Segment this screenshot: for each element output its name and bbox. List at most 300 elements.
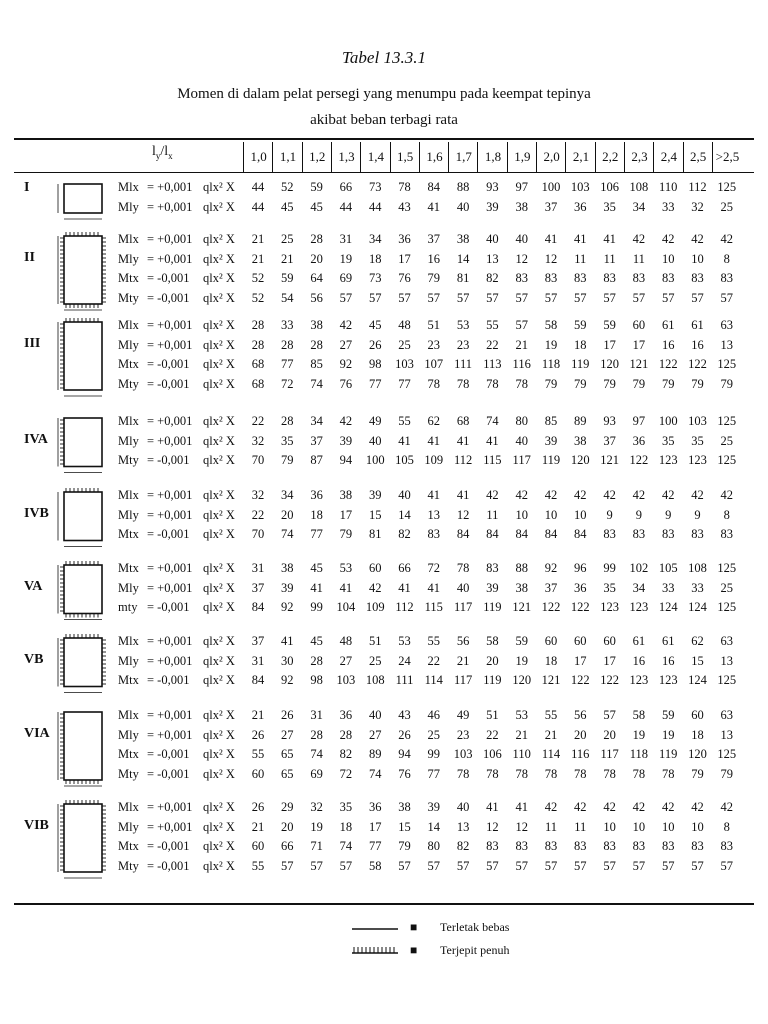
- moment-value: 83: [574, 839, 587, 853]
- moment-coefficient: = +0,001: [147, 819, 193, 834]
- moment-value: 119: [659, 747, 678, 761]
- moment-value: 44: [251, 180, 265, 194]
- moment-value: 42: [632, 800, 646, 814]
- moment-value: 79: [603, 376, 616, 391]
- moment-value: 123: [658, 673, 678, 687]
- moment-value: 28: [339, 727, 353, 742]
- moment-value: 125: [717, 561, 737, 575]
- moment-value: 22: [251, 507, 265, 522]
- legend-free-label: Terletak bebas: [440, 920, 510, 934]
- table-row: [0, 634, 768, 654]
- table-row: [0, 800, 768, 820]
- moment-name: Mly: [118, 653, 139, 668]
- moment-value: 39: [427, 800, 441, 814]
- moment-value: 59: [574, 318, 587, 332]
- table-row: [0, 338, 768, 358]
- table-row: [0, 859, 768, 879]
- moment-value: 57: [368, 290, 382, 305]
- moment-value: 82: [486, 271, 499, 285]
- moment-value: 49: [368, 414, 382, 428]
- moment-value: 92: [544, 561, 558, 575]
- moment-coefficient: = -0,001: [147, 357, 190, 371]
- moment-value: 33: [281, 318, 294, 332]
- moment-value: 17: [339, 507, 353, 522]
- moment-value: 56: [456, 634, 470, 648]
- moment-value: 56: [310, 290, 323, 305]
- moment-value: 28: [310, 337, 323, 352]
- moment-value: 38: [310, 318, 323, 332]
- moment-value: 88: [515, 561, 528, 575]
- moment-value: 21: [251, 708, 265, 722]
- moment-value: 56: [574, 708, 587, 722]
- moment-factor: qlx² X: [203, 251, 235, 266]
- moment-value: 89: [574, 414, 587, 428]
- moment-value: 37: [544, 199, 558, 214]
- moment-value: 78: [574, 766, 587, 781]
- moment-value: 22: [486, 337, 499, 352]
- group-label: IVA: [24, 432, 48, 447]
- moment-value: 58: [368, 858, 382, 873]
- moment-coefficient: = -0,001: [147, 747, 190, 761]
- moment-value: 123: [658, 453, 678, 467]
- moment-value: 32: [251, 488, 265, 502]
- moment-value: 19: [515, 653, 528, 668]
- ratio-header-cell: 2,4: [653, 142, 683, 172]
- moment-value: 39: [339, 433, 353, 448]
- moment-value: 36: [632, 433, 646, 448]
- moment-value: 125: [717, 747, 737, 761]
- moment-name: Mty: [118, 290, 139, 305]
- table-row: [0, 708, 768, 728]
- moment-value: 39: [486, 199, 499, 214]
- table-row: [0, 508, 768, 528]
- moment-value: 125: [717, 180, 737, 194]
- moment-value: 55: [251, 747, 265, 761]
- table-row: [0, 252, 768, 272]
- moment-value: 78: [515, 376, 528, 391]
- moment-name: Mlx: [118, 180, 139, 194]
- moment-value: 79: [691, 766, 704, 781]
- moment-value: 12: [515, 251, 528, 266]
- moment-value: 13: [456, 819, 470, 834]
- moment-value: 84: [544, 527, 558, 541]
- moment-value: 25: [720, 433, 734, 448]
- moment-value: 37: [310, 433, 323, 448]
- moment-factor: qlx² X: [203, 747, 235, 761]
- moment-name: Mly: [118, 819, 139, 834]
- moment-coefficient: = +0,001: [147, 561, 193, 575]
- moment-value: 8: [723, 819, 730, 834]
- moment-value: 64: [310, 271, 323, 285]
- moment-value: 60: [368, 561, 382, 575]
- moment-value: 40: [368, 708, 382, 722]
- moment-value: 83: [632, 527, 646, 541]
- moment-value: 108: [688, 561, 707, 575]
- moment-value: 19: [310, 819, 323, 834]
- moment-value: 105: [395, 453, 414, 467]
- moment-value: 117: [453, 673, 473, 687]
- moment-value: 51: [486, 708, 499, 722]
- moment-value: 119: [483, 600, 502, 614]
- moment-value: 42: [486, 488, 499, 502]
- moment-value: 16: [661, 337, 675, 352]
- table-row: [0, 820, 768, 840]
- moment-value: 79: [661, 376, 675, 391]
- moment-value: 45: [281, 199, 294, 214]
- bottom-rule: [14, 903, 754, 905]
- moment-factor: qlx² X: [203, 271, 235, 285]
- moment-value: 9: [694, 507, 701, 522]
- moment-value: 57: [339, 858, 353, 873]
- moment-value: 20: [281, 819, 294, 834]
- moment-value: 57: [339, 290, 353, 305]
- moment-value: 55: [486, 318, 499, 332]
- moment-value: 37: [251, 634, 265, 648]
- ratio-header-cell: 2,0: [536, 142, 566, 172]
- moment-value: 39: [544, 433, 558, 448]
- moment-value: 58: [486, 634, 499, 648]
- ratio-header-cell: 1,0: [243, 142, 273, 172]
- moment-value: 103: [570, 180, 590, 194]
- moment-name: Mly: [118, 199, 139, 214]
- moment-value: 51: [368, 634, 382, 648]
- moment-value: 57: [574, 290, 587, 305]
- moment-value: 117: [600, 747, 619, 761]
- moment-value: 103: [453, 747, 473, 761]
- moment-value: 41: [398, 580, 411, 595]
- moment-value: 76: [398, 766, 411, 781]
- moment-value: 35: [603, 199, 616, 214]
- moment-value: 53: [398, 634, 411, 648]
- table-row: [0, 839, 768, 859]
- moment-value: 116: [512, 357, 531, 371]
- moment-coefficient: = +0,001: [147, 199, 193, 214]
- moment-value: 107: [424, 357, 444, 371]
- moment-value: 54: [281, 290, 294, 305]
- moment-value: 74: [310, 376, 323, 391]
- moment-value: 13: [720, 337, 734, 352]
- moment-value: 13: [427, 507, 441, 522]
- moment-name: Mtx: [118, 527, 139, 541]
- moment-value: 40: [515, 232, 528, 246]
- moment-value: 57: [603, 858, 616, 873]
- moment-value: 8: [723, 507, 730, 522]
- moment-factor: qlx² X: [203, 839, 235, 853]
- moment-value: 31: [251, 561, 265, 575]
- moment-value: 79: [398, 839, 411, 853]
- moment-factor: qlx² X: [203, 527, 235, 541]
- moment-name: Mtx: [118, 839, 139, 853]
- moment-value: 74: [486, 414, 499, 428]
- moment-value: 18: [691, 727, 704, 742]
- moment-value: 84: [251, 600, 265, 614]
- moment-value: 14: [398, 507, 411, 522]
- moment-value: 39: [281, 580, 294, 595]
- moment-value: 21: [456, 653, 470, 668]
- moment-value: 44: [368, 199, 382, 214]
- moment-value: 43: [398, 708, 411, 722]
- moment-coefficient: = +0,001: [147, 180, 193, 194]
- moment-name: mty: [118, 600, 138, 614]
- moment-value: 78: [456, 376, 470, 391]
- ratio-header-cell: 2,3: [624, 142, 654, 172]
- moment-value: 11: [486, 507, 499, 522]
- moment-name: Mtx: [118, 747, 139, 761]
- moment-value: 60: [544, 634, 558, 648]
- moment-value: 83: [515, 839, 528, 853]
- moment-value: 100: [658, 414, 678, 428]
- moment-value: 36: [398, 232, 411, 246]
- moment-value: 48: [339, 634, 353, 648]
- moment-value: 37: [544, 580, 558, 595]
- moment-value: 60: [251, 766, 265, 781]
- moment-value: 38: [456, 232, 470, 246]
- ratio-header-cell: 1,6: [419, 142, 449, 172]
- moment-value: 12: [486, 819, 499, 834]
- moment-value: 38: [398, 800, 411, 814]
- moment-value: 85: [544, 414, 558, 428]
- moment-value: 41: [427, 199, 441, 214]
- ratio-header-cell: 2,2: [595, 142, 625, 172]
- moment-value: 55: [427, 634, 441, 648]
- moment-value: 92: [339, 357, 353, 371]
- moment-coefficient: = +0,001: [147, 507, 193, 522]
- ratio-header-cell: 2,1: [565, 142, 595, 172]
- moment-value: 10: [574, 507, 587, 522]
- moment-value: 28: [281, 337, 294, 352]
- moment-value: 35: [281, 433, 294, 448]
- moment-value: 83: [691, 271, 704, 285]
- table-row: [0, 767, 768, 787]
- group-label: III: [24, 336, 41, 351]
- moment-value: 38: [339, 488, 353, 502]
- table-row: [0, 271, 768, 291]
- moment-coefficient: = +0,001: [147, 727, 193, 742]
- moment-value: 57: [632, 858, 646, 873]
- moment-value: 55: [251, 858, 265, 873]
- moment-value: 49: [456, 708, 470, 722]
- moment-value: 77: [281, 357, 294, 371]
- moment-factor: qlx² X: [203, 580, 235, 595]
- moment-value: 41: [486, 433, 499, 448]
- moment-value: 53: [515, 708, 528, 722]
- moment-value: 92: [281, 673, 294, 687]
- moment-value: 83: [427, 527, 441, 541]
- group-label: I: [24, 180, 30, 195]
- moment-value: 78: [603, 766, 616, 781]
- moment-value: 83: [720, 839, 734, 853]
- moment-value: 42: [661, 232, 675, 246]
- moment-value: 79: [574, 376, 587, 391]
- header-rule: [14, 172, 754, 173]
- moment-value: 97: [515, 180, 528, 194]
- moment-value: 60: [603, 634, 616, 648]
- moment-value: 34: [310, 414, 323, 428]
- moment-value: 41: [603, 232, 616, 246]
- moment-value: 25: [720, 199, 734, 214]
- moment-value: 84: [427, 180, 441, 194]
- moment-value: 125: [717, 357, 737, 371]
- moment-value: 25: [368, 653, 382, 668]
- moment-value: 9: [665, 507, 672, 522]
- moment-value: 79: [544, 376, 558, 391]
- moment-value: 83: [691, 527, 704, 541]
- moment-value: 123: [629, 600, 649, 614]
- moment-factor: qlx² X: [203, 858, 235, 873]
- moment-value: 42: [603, 800, 616, 814]
- moment-value: 66: [339, 180, 353, 194]
- table-row: [0, 180, 768, 200]
- moment-value: 66: [398, 561, 411, 575]
- moment-value: 79: [427, 271, 441, 285]
- moment-name: Mtx: [118, 561, 139, 575]
- moment-value: 42: [720, 488, 734, 502]
- moment-value: 103: [688, 414, 707, 428]
- moment-factor: qlx² X: [203, 766, 235, 781]
- moment-value: 10: [603, 819, 616, 834]
- moment-value: 78: [544, 766, 558, 781]
- moment-value: 117: [512, 453, 531, 467]
- moment-value: 41: [544, 232, 558, 246]
- moment-value: 109: [365, 600, 385, 614]
- table-title: Tabel 13.3.1: [342, 48, 426, 67]
- table-row: [0, 673, 768, 693]
- moment-value: 38: [574, 433, 587, 448]
- moment-value: 32: [691, 199, 704, 214]
- moment-value: 45: [310, 199, 323, 214]
- ratio-header-cell: 1,4: [360, 142, 390, 172]
- moment-value: 34: [368, 232, 382, 246]
- moment-value: 120: [600, 357, 619, 371]
- table-row: [0, 527, 768, 547]
- moment-value: 41: [339, 580, 353, 595]
- moment-value: 100: [541, 180, 561, 194]
- table-row: [0, 318, 768, 338]
- moment-value: 115: [424, 600, 443, 614]
- moment-value: 83: [574, 271, 587, 285]
- moment-value: 77: [427, 766, 441, 781]
- moment-value: 103: [395, 357, 414, 371]
- moment-value: 42: [661, 488, 675, 502]
- moment-value: 80: [427, 839, 441, 853]
- legend-mark-free: ■: [410, 920, 418, 934]
- moment-value: 84: [486, 527, 499, 541]
- moment-factor: qlx² X: [203, 507, 235, 522]
- moment-value: 27: [339, 653, 353, 668]
- moment-value: 31: [339, 232, 353, 246]
- moment-value: 16: [691, 337, 704, 352]
- moment-value: 45: [310, 634, 323, 648]
- moment-value: 121: [541, 673, 561, 687]
- moment-coefficient: = +0,001: [147, 653, 193, 668]
- moment-value: 35: [603, 580, 616, 595]
- moment-coefficient: = +0,001: [147, 414, 193, 428]
- moment-coefficient: = -0,001: [147, 839, 190, 853]
- moment-value: 22: [427, 653, 441, 668]
- moment-value: 70: [251, 453, 265, 467]
- moment-value: 41: [398, 433, 411, 448]
- moment-value: 83: [661, 839, 675, 853]
- moment-value: 28: [310, 232, 323, 246]
- moment-factor: qlx² X: [203, 727, 235, 742]
- moment-coefficient: = -0,001: [147, 858, 190, 873]
- moment-value: 36: [574, 199, 587, 214]
- moment-value: 31: [251, 653, 265, 668]
- moment-value: 45: [368, 318, 382, 332]
- ratio-header-cell: 1,7: [448, 142, 478, 172]
- group-label: VIB: [24, 818, 49, 833]
- moment-value: 30: [281, 653, 294, 668]
- moment-value: 32: [310, 800, 323, 814]
- moment-value: 40: [456, 580, 470, 595]
- moment-value: 12: [544, 251, 558, 266]
- moment-value: 42: [574, 800, 587, 814]
- moment-value: 20: [486, 653, 499, 668]
- moment-value: 98: [310, 673, 323, 687]
- moment-value: 60: [251, 839, 265, 853]
- moment-value: 68: [456, 414, 470, 428]
- moment-value: 76: [398, 271, 411, 285]
- moment-name: Mly: [118, 507, 139, 522]
- moment-value: 34: [632, 199, 646, 214]
- moment-value: 116: [571, 747, 590, 761]
- group-label: VA: [24, 579, 43, 594]
- moment-value: 52: [281, 180, 294, 194]
- moment-coefficient: = -0,001: [147, 290, 190, 305]
- moment-value: 94: [339, 453, 353, 467]
- ratio-header-cell: 2,5: [683, 142, 713, 172]
- moment-value: 123: [688, 453, 707, 467]
- moment-value: 108: [365, 673, 385, 687]
- moment-factor: qlx² X: [203, 180, 235, 194]
- moment-value: 57: [691, 858, 704, 873]
- ratio-header-cell: >2,5: [712, 142, 742, 172]
- moment-value: 25: [720, 580, 734, 595]
- moment-value: 83: [603, 271, 616, 285]
- moment-value: 12: [515, 819, 528, 834]
- table-row: [0, 600, 768, 620]
- moment-factor: qlx² X: [203, 708, 235, 722]
- moment-name: Mlx: [118, 488, 139, 502]
- top-rule: [14, 138, 754, 140]
- moment-value: 83: [632, 839, 646, 853]
- moment-coefficient: = +0,001: [147, 488, 193, 502]
- moment-value: 42: [339, 318, 353, 332]
- moment-value: 57: [427, 290, 441, 305]
- moment-value: 40: [486, 232, 499, 246]
- moment-value: 92: [281, 600, 294, 614]
- moment-name: Mly: [118, 580, 139, 595]
- moment-value: 84: [515, 527, 528, 541]
- moment-value: 19: [339, 251, 353, 266]
- moment-name: Mlx: [118, 800, 139, 814]
- moment-value: 73: [368, 271, 382, 285]
- moment-value: 57: [661, 290, 675, 305]
- moment-value: 70: [251, 527, 265, 541]
- moment-value: 42: [603, 488, 616, 502]
- moment-value: 55: [544, 708, 558, 722]
- moment-value: 122: [658, 357, 678, 371]
- moment-value: 61: [661, 318, 675, 332]
- moment-value: 51: [427, 318, 441, 332]
- moment-value: 79: [691, 376, 704, 391]
- moment-value: 40: [456, 199, 470, 214]
- moment-value: 57: [486, 290, 499, 305]
- moment-name: Mty: [118, 453, 139, 467]
- group-label: VIA: [24, 726, 50, 741]
- moment-value: 57: [486, 858, 499, 873]
- moment-value: 73: [368, 180, 382, 194]
